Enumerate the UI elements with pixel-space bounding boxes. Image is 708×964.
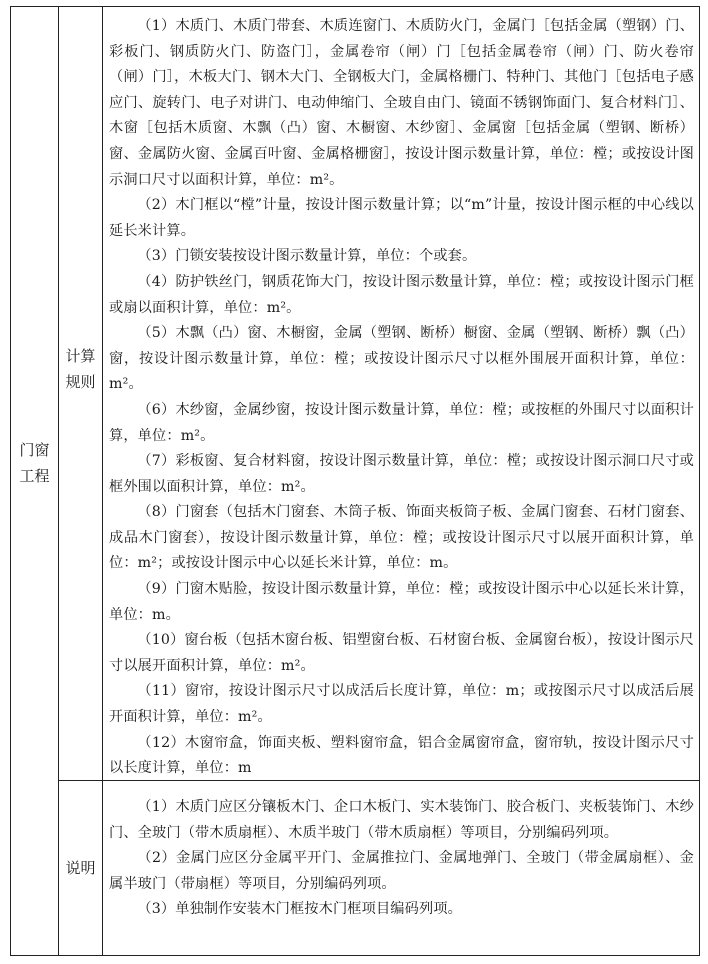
rule-paragraph: （10）窗台板（包括木窗台板、铝塑窗台板、石材窗台板、金属窗台板），按设计图示尺寸以展开面积计算，单位：m²。 [109, 632, 694, 674]
rule-paragraph: （3）门锁安装按设计图示数量计算，单位：个或套。 [137, 248, 477, 265]
quantity-rules-table [10, 6, 700, 956]
rules-content [109, 14, 694, 782]
notes-label-cell [58, 855, 103, 881]
column-divider-2 [102, 7, 103, 955]
rule-paragraph: （2）木门框以“樘”计量，按设计图示数量计算；以“m”计量，按设计图示框的中心线以延长米计算。 [109, 197, 694, 239]
note-paragraph: （1）木质门应区分镶板木门、企口木板门、实木装饰门、胶合板门、夹板装饰门、木纱门、全玻门（带木质扇框）、木质半玻门（带木质扇框）等项目，分别编码列项。 [109, 799, 694, 841]
rule-paragraph: （12）木窗帘盒，饰面夹板、塑料窗帘盒，铝合金属窗帘盒，窗帘轨，按设计图示尺寸以长度计算，单位：m [109, 734, 694, 777]
rule-paragraph: （9）门窗木贴脸，按设计图示数量计算，单位：樘；或按设计图示中心以延长米计算，单位：m。 [109, 581, 694, 623]
category-cell [11, 437, 58, 489]
rule-paragraph: （8）门窗套（包括木门窗套、木筒子板、饰面夹板筒子板、金属门窗套、石材门窗套、成品木门窗套），按设计图示数量计算，单位：樘；或按设计图示尺寸以展开面积计算，单位：m²；或按设计图示中心以延长米计算，单位：m。 [109, 504, 694, 572]
rule-paragraph: （11）窗帘，按设计图示尺寸以成活后长度计算，单位：m；或按图示尺寸以成活后展开面积计算，单位：m²。 [109, 683, 694, 726]
note-paragraph: （2）金属门应区分金属平开门、金属推拉门、金属地弹门、全玻门（带金属扇框）、金属半玻门（带扇框）等项目，分别编码列项。 [109, 850, 694, 892]
rule-paragraph: （4）防护铁丝门，钢质花饰大门，按设计图示数量计算，单位：樘；或按设计图示门框或扇以面积计算，单位：m²。 [109, 273, 694, 316]
category-label: 门窗工程 [19, 441, 50, 485]
notes-content [109, 795, 694, 923]
note-paragraph: （3）单独制作安装木门框按木门框项目编码列项。 [137, 901, 462, 918]
column-divider-1 [58, 7, 59, 955]
rule-paragraph: （5）木飘（凸）窗、木橱窗，金属（塑钢、断桥）橱窗、金属（塑钢、断桥）飘（凸）窗，按设计图示数量计算，单位：樘；或按设计图示尺寸以框外围展开面积计算，单位：m²。 [109, 325, 694, 393]
rule-paragraph: （1）木质门、木质门带套、木质连窗门、木质防火门，金属门［包括金属（塑钢）门、彩板门、钢质防火门、防盗门］，金属卷帘（闸）门［包括金属卷帘（闸）门、防火卷帘（闸）门］，木板大门、钢木大门、全钢板大门，金属格栅门、特种门、其他门［包括电子感应门、旋转门、电子对讲门、电动伸缩门、全玻自由门、镜面不锈钢饰面门、复合材料门］、木窗［包括木质窗、木飘（凸）窗、木橱窗、木纱窗］、金属窗［包括金属（塑钢、断桥）窗、金属防火窗、金属百叶窗、金属格栅窗］，按设计图示数量计算，单位：樘；或按设计图示洞口尺寸以面积计算，单位：m²。 [109, 18, 694, 188]
rule-paragraph: （7）彩板窗、复合材料窗，按设计图示数量计算，单位：樘；或按设计图示洞口尺寸或框外围以面积计算，单位：m²。 [109, 453, 694, 495]
notes-label: 说明 [65, 859, 96, 877]
rule-paragraph: （6）木纱窗，金属纱窗，按设计图示数量计算，单位：樘；或按框的外围尺寸以面积计算，单位：m²。 [109, 401, 694, 444]
rules-label: 计算规则 [65, 347, 96, 391]
rules-label-cell [58, 343, 103, 395]
